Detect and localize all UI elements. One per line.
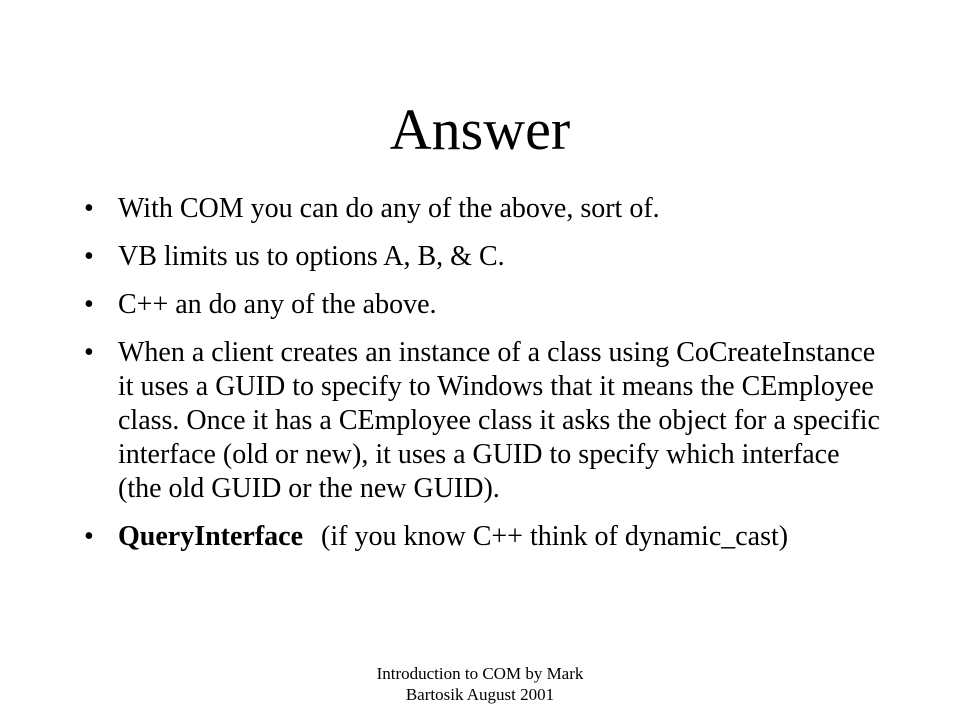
slide-title: Answer	[389, 97, 571, 162]
bullet-item-com	[84, 192, 884, 226]
bullet-dot-icon: •	[84, 289, 94, 320]
bullet-item-cpp	[84, 288, 884, 322]
queryinterface-term: QueryInterface	[118, 521, 304, 552]
bullet-item-client-guid	[84, 336, 884, 506]
footer-line-2: Bartosik August 2001	[405, 685, 555, 704]
bullet-item-vb	[84, 240, 884, 274]
bullet-text: VB limits us to options A, B, & C.	[118, 241, 505, 272]
queryinterface-note: (if you know C++ think of dynamic_cast)	[321, 521, 789, 552]
footer-line-1: Introduction to COM by Mark	[376, 664, 584, 683]
bullet-list	[84, 192, 884, 568]
bullet-text: With COM you can do any of the above, sort of.	[118, 193, 660, 224]
bullet-text: C++ an do any of the above.	[118, 289, 437, 320]
bullet-dot-icon: •	[84, 241, 94, 272]
slide-footer	[330, 663, 630, 705]
bullet-dot-icon: •	[84, 521, 94, 552]
bullet-dot-icon: •	[84, 337, 94, 368]
bullet-item-queryinterface	[84, 520, 884, 554]
bullet-dot-icon: •	[84, 193, 94, 224]
bullet-text: When a client creates an instance of a class using CoCreateInstance it uses a GUID to specify to Windows that it means the CEmployee class. Once it has a CEmployee class it asks the object for a specific interface (old or new), it uses a GUID to specify which interface (the old GUID or the new GUID).	[118, 337, 880, 504]
